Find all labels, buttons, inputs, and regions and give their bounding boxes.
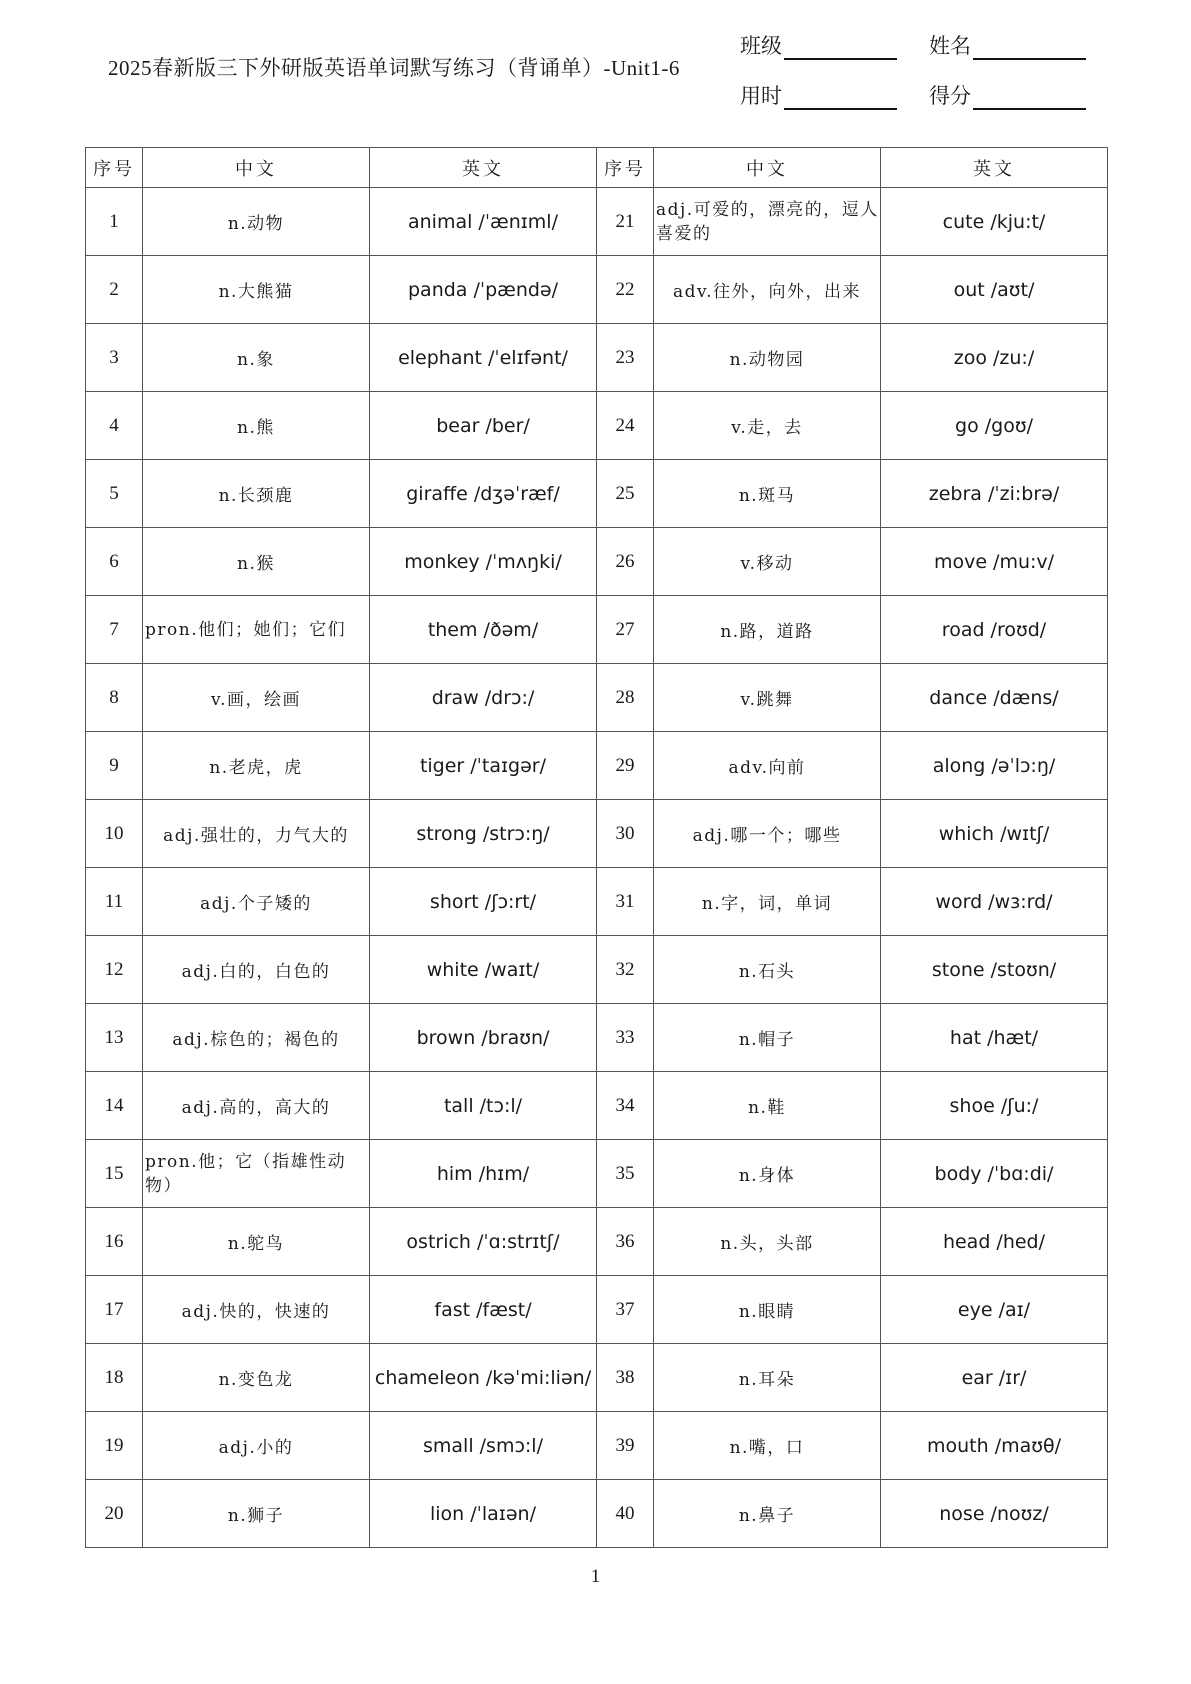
table-row: [86, 664, 1108, 732]
word-number: 13: [86, 1004, 143, 1072]
chinese-meaning: adv.向前: [654, 732, 881, 800]
word-number: 3: [86, 324, 143, 392]
word-number: 8: [86, 664, 143, 732]
chinese-meaning: adj.强壮的，力气大的: [143, 800, 370, 868]
page-number: 1: [590, 1566, 601, 1587]
english-word: nose /noʊz/: [881, 1480, 1108, 1548]
english-word: him /hɪm/: [370, 1140, 597, 1208]
word-number: 21: [597, 188, 654, 256]
table-row: [86, 1276, 1108, 1344]
chinese-meaning: n.猴: [143, 528, 370, 596]
chinese-meaning: n.头，头部: [654, 1208, 881, 1276]
word-number: 36: [597, 1208, 654, 1276]
chinese-meaning: n.路，道路: [654, 596, 881, 664]
word-number: 11: [86, 868, 143, 936]
word-number: 20: [86, 1480, 143, 1548]
table-row: [86, 1072, 1108, 1140]
chinese-meaning: n.鼻子: [654, 1480, 881, 1548]
word-number: 17: [86, 1276, 143, 1344]
english-word: stone /stoʊn/: [881, 936, 1108, 1004]
chinese-meaning: n.石头: [654, 936, 881, 1004]
chinese-meaning: n.嘴，口: [654, 1412, 881, 1480]
english-word: brown /braʊn/: [370, 1004, 597, 1072]
table-row: [86, 936, 1108, 1004]
table-row: [86, 1208, 1108, 1276]
chinese-meaning: n.老虎，虎: [143, 732, 370, 800]
word-number: 14: [86, 1072, 143, 1140]
word-number: 28: [597, 664, 654, 732]
chinese-meaning: adj.白的，白色的: [143, 936, 370, 1004]
english-word: hat /hæt/: [881, 1004, 1108, 1072]
chinese-meaning: v.走，去: [654, 392, 881, 460]
column-header-english: 英文: [370, 148, 597, 188]
english-word: shoe /ʃu:/: [881, 1072, 1108, 1140]
english-word: monkey /ˈmʌŋki/: [370, 528, 597, 596]
chinese-meaning: adj.快的，快速的: [143, 1276, 370, 1344]
word-number: 12: [86, 936, 143, 1004]
word-number: 4: [86, 392, 143, 460]
chinese-meaning: n.斑马: [654, 460, 881, 528]
english-word: fast /fæst/: [370, 1276, 597, 1344]
english-word: cute /kju:t/: [881, 188, 1108, 256]
column-header-english: 英文: [881, 148, 1108, 188]
english-word: draw /drɔ:/: [370, 664, 597, 732]
chinese-meaning: n.动物: [143, 188, 370, 256]
english-word: ear /ɪr/: [881, 1344, 1108, 1412]
chinese-meaning: n.象: [143, 324, 370, 392]
column-header-chinese: 中文: [654, 148, 881, 188]
chinese-meaning: pron.他们；她们；它们: [143, 596, 370, 664]
english-word: them /ðəm/: [370, 596, 597, 664]
table-row: [86, 188, 1108, 256]
english-word: giraffe /dʒəˈræf/: [370, 460, 597, 528]
chinese-meaning: adj.哪一个；哪些: [654, 800, 881, 868]
word-number: 27: [597, 596, 654, 664]
word-number: 26: [597, 528, 654, 596]
english-word: ostrich /ˈɑ:strɪtʃ/: [370, 1208, 597, 1276]
word-number: 10: [86, 800, 143, 868]
english-word: panda /ˈpændə/: [370, 256, 597, 324]
word-number: 35: [597, 1140, 654, 1208]
word-number: 15: [86, 1140, 143, 1208]
class-blank[interactable]: [784, 38, 897, 60]
word-number: 9: [86, 732, 143, 800]
table-row: [86, 800, 1108, 868]
english-word: strong /strɔ:ŋ/: [370, 800, 597, 868]
table-row: [86, 1140, 1108, 1208]
english-word: dance /dæns/: [881, 664, 1108, 732]
english-word: small /smɔ:l/: [370, 1412, 597, 1480]
english-word: eye /aɪ/: [881, 1276, 1108, 1344]
word-number: 30: [597, 800, 654, 868]
name-label: 姓名: [929, 34, 971, 58]
name-blank[interactable]: [973, 38, 1086, 60]
table-row: [86, 256, 1108, 324]
word-number: 29: [597, 732, 654, 800]
english-word: lion /ˈlaɪən/: [370, 1480, 597, 1548]
word-number: 25: [597, 460, 654, 528]
chinese-meaning: adj.个子矮的: [143, 868, 370, 936]
word-number: 34: [597, 1072, 654, 1140]
word-number: 23: [597, 324, 654, 392]
english-word: head /hed/: [881, 1208, 1108, 1276]
chinese-meaning: n.大熊猫: [143, 256, 370, 324]
column-header-chinese: 中文: [143, 148, 370, 188]
chinese-meaning: n.眼睛: [654, 1276, 881, 1344]
name-field: [929, 30, 1086, 60]
english-word: elephant /ˈelɪfənt/: [370, 324, 597, 392]
chinese-meaning: adv.往外，向外，出来: [654, 256, 881, 324]
english-word: bear /ber/: [370, 392, 597, 460]
table-row: [86, 460, 1108, 528]
english-word: go /goʊ/: [881, 392, 1108, 460]
chinese-meaning: n.长颈鹿: [143, 460, 370, 528]
column-header-number: 序号: [597, 148, 654, 188]
word-number: 1: [86, 188, 143, 256]
word-number: 18: [86, 1344, 143, 1412]
word-number: 16: [86, 1208, 143, 1276]
chinese-meaning: n.身体: [654, 1140, 881, 1208]
english-word: zebra /ˈzi:brə/: [881, 460, 1108, 528]
word-number: 33: [597, 1004, 654, 1072]
chinese-meaning: adj.棕色的；褐色的: [143, 1004, 370, 1072]
table-row: [86, 528, 1108, 596]
english-word: body /ˈbɑ:di/: [881, 1140, 1108, 1208]
english-word: short /ʃɔ:rt/: [370, 868, 597, 936]
time-label: 用时: [740, 84, 782, 108]
english-word: white /waɪt/: [370, 936, 597, 1004]
table-row: [86, 1344, 1108, 1412]
chinese-meaning: n.鸵鸟: [143, 1208, 370, 1276]
word-number: 7: [86, 596, 143, 664]
score-blank[interactable]: [973, 88, 1086, 110]
chinese-meaning: adj.高的，高大的: [143, 1072, 370, 1140]
table-row: [86, 1412, 1108, 1480]
score-label: 得分: [929, 84, 971, 108]
english-word: chameleon /kəˈmi:liən/: [370, 1344, 597, 1412]
vocabulary-table: [85, 147, 1108, 1548]
english-word: mouth /maʊθ/: [881, 1412, 1108, 1480]
chinese-meaning: v.跳舞: [654, 664, 881, 732]
table-row: [86, 1004, 1108, 1072]
chinese-meaning: n.字，词，单词: [654, 868, 881, 936]
word-number: 22: [597, 256, 654, 324]
word-number: 2: [86, 256, 143, 324]
time-blank[interactable]: [784, 88, 897, 110]
table-row: [86, 392, 1108, 460]
chinese-meaning: n.变色龙: [143, 1344, 370, 1412]
chinese-meaning: n.熊: [143, 392, 370, 460]
chinese-meaning: n.狮子: [143, 1480, 370, 1548]
table-row: [86, 324, 1108, 392]
english-word: word /wɜ:rd/: [881, 868, 1108, 936]
class-label: 班级: [740, 34, 782, 58]
english-word: animal /ˈænɪml/: [370, 188, 597, 256]
table-row: [86, 1480, 1108, 1548]
english-word: out /aʊt/: [881, 256, 1108, 324]
table-row: [86, 596, 1108, 664]
chinese-meaning: v.移动: [654, 528, 881, 596]
word-number: 38: [597, 1344, 654, 1412]
word-number: 39: [597, 1412, 654, 1480]
english-word: tall /tɔ:l/: [370, 1072, 597, 1140]
chinese-meaning: n.动物园: [654, 324, 881, 392]
table-row: [86, 732, 1108, 800]
english-word: move /mu:v/: [881, 528, 1108, 596]
word-number: 6: [86, 528, 143, 596]
chinese-meaning: n.耳朵: [654, 1344, 881, 1412]
word-number: 37: [597, 1276, 654, 1344]
table-header-row: [86, 148, 1108, 188]
table-row: [86, 868, 1108, 936]
column-header-number: 序号: [86, 148, 143, 188]
word-number: 40: [597, 1480, 654, 1548]
word-number: 32: [597, 936, 654, 1004]
word-number: 5: [86, 460, 143, 528]
english-word: zoo /zu:/: [881, 324, 1108, 392]
chinese-meaning: n.鞋: [654, 1072, 881, 1140]
time-field: [740, 80, 897, 110]
english-word: tiger /ˈtaɪgər/: [370, 732, 597, 800]
page-title: 2025春新版三下外研版英语单词默写练习（背诵单）-Unit1-6: [108, 56, 680, 80]
chinese-meaning: pron.他；它（指雄性动物）: [143, 1140, 370, 1208]
chinese-meaning: adj.小的: [143, 1412, 370, 1480]
chinese-meaning: adj.可爱的，漂亮的，逗人喜爱的: [654, 188, 881, 256]
chinese-meaning: n.帽子: [654, 1004, 881, 1072]
english-word: along /əˈlɔ:ŋ/: [881, 732, 1108, 800]
word-number: 24: [597, 392, 654, 460]
chinese-meaning: v.画，绘画: [143, 664, 370, 732]
word-number: 31: [597, 868, 654, 936]
score-field: [929, 80, 1086, 110]
class-field: [740, 30, 897, 60]
english-word: which /wɪtʃ/: [881, 800, 1108, 868]
english-word: road /roʊd/: [881, 596, 1108, 664]
word-number: 19: [86, 1412, 143, 1480]
